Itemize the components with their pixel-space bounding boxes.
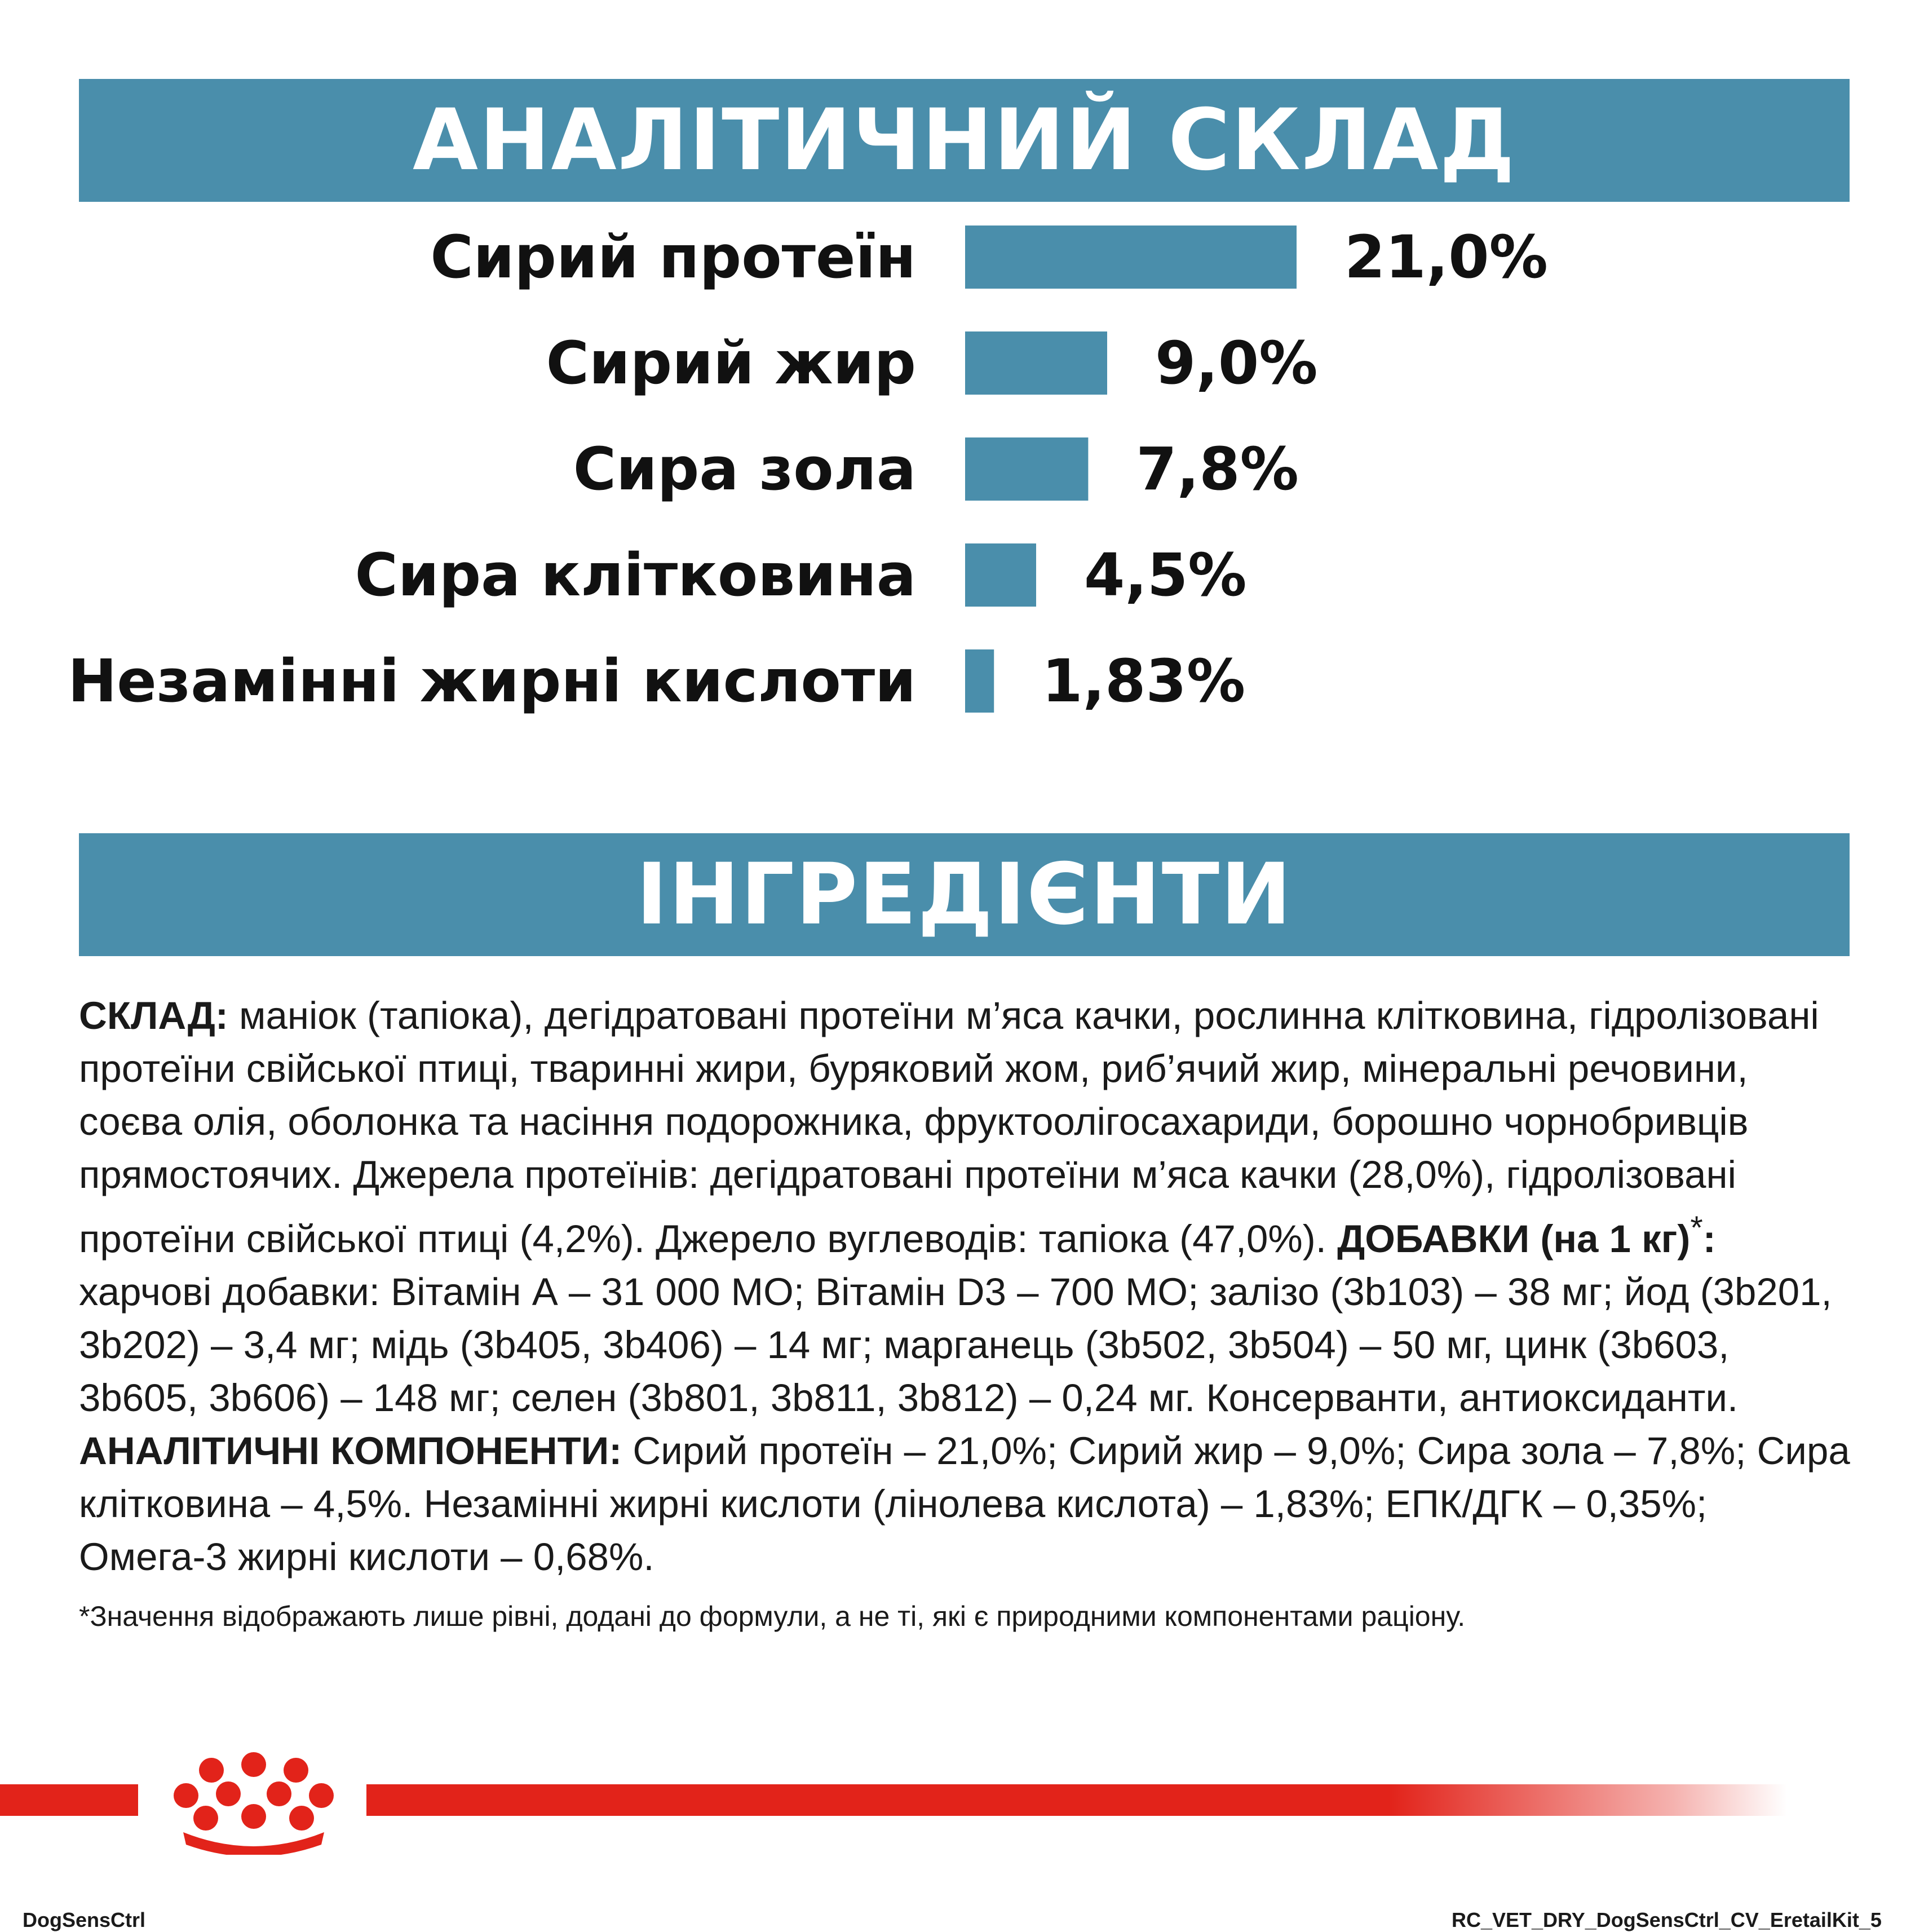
composition-label: СКЛАД: [79,994,228,1037]
analytic-components-label: АНАЛІТИЧНІ КОМПОНЕНТИ: [79,1429,622,1473]
ingredients-text [79,989,1855,1584]
product-code-left: DogSensCtrl [23,1908,146,1931]
bar-category-label: Сира зола [573,435,916,503]
bar-category-label: Сира клітковина [355,541,916,609]
bar-category-label: Сирий протеїн [430,223,916,291]
composition-text: маніок (тапіока), дегідратовані протеїни м’яса качки, рослинна клітковина, гідролізовані протеїни свійської птиці, тваринні жири, буряковий жом, риб’ячий жир, мінеральні речовини, соєва олія, оболонка та насіння подорожника, фруктоолігосахариди, борошно чорнобривців прямостоячих. Джерела протеїнів: дегідратовані протеїни м’яса качки (28,0%), гідролізовані протеїни свійської птиці (4,2%). Джерело вуглеводів: тапіока (47,0%). [79,994,1819,1261]
bar-category-label: Сирий жир [546,329,916,397]
additives-label: ДОБАВКИ (на 1 кг) [1337,1217,1691,1261]
bar-value-label: 21,0% [1344,223,1548,291]
bar-value-label: 7,8% [1136,435,1299,503]
bar-value-label: 9,0% [1155,329,1318,397]
ingredients-section-title: ІНГРЕДІЄНТИ [79,833,1850,956]
bar-value-label: 1,83% [1042,647,1246,715]
analytic-section-title: АНАЛІТИЧНИЙ СКЛАД [79,79,1850,202]
analytic-components-text: Сирий протеїн – 21,0%; Сирий жир – 9,0%; Сира зола – 7,8%; Сира клітковина – 4,5%. Незамінні жирні кислоти (лінолева кислота) – 1,83%; ЕПК/ДГК – 0,35%; Омега-3 жирні кислоти – 0,68%. [79,1429,1850,1579]
bar-value-label: 4,5% [1084,541,1247,609]
royal-canin-crown-icon [158,1748,350,1855]
footnote: *Значення відображають лише рівні, додані до формули, а не ті, які є природними компонентами раціону. [79,1601,1466,1632]
bar [965,226,1297,289]
additives-text: харчові добавки: Вітамін А – 31 000 МО; Вітамін D3 – 700 МО; залізо (3b103) – 38 мг; йод (3b201, 3b202) – 3,4 мг; мідь (3b405, 3b406) – 14 мг; марганець (3b502, 3b504) – 50 мг, цинк (3b603, 3b605, 3b606) – 148 мг; селен (3b801, 3b811, 3b812) – 0,24 мг. Консерванти, антиоксиданти. [79,1270,1832,1420]
bar [965,437,1088,501]
bar [965,543,1036,607]
product-code-right: RC_VET_DRY_DogSensCtrl_CV_EretailKit_5 [1452,1908,1882,1931]
additives-colon: : [1702,1217,1716,1261]
bar [965,649,994,713]
bar [965,331,1107,395]
bar-category-label: Незамінні жирні кислоти [68,647,916,715]
brand-stripe-right [366,1784,1787,1816]
additives-marker: * [1690,1210,1703,1246]
analytic-bar-chart [0,214,1924,778]
brand-stripe-left [0,1784,138,1816]
